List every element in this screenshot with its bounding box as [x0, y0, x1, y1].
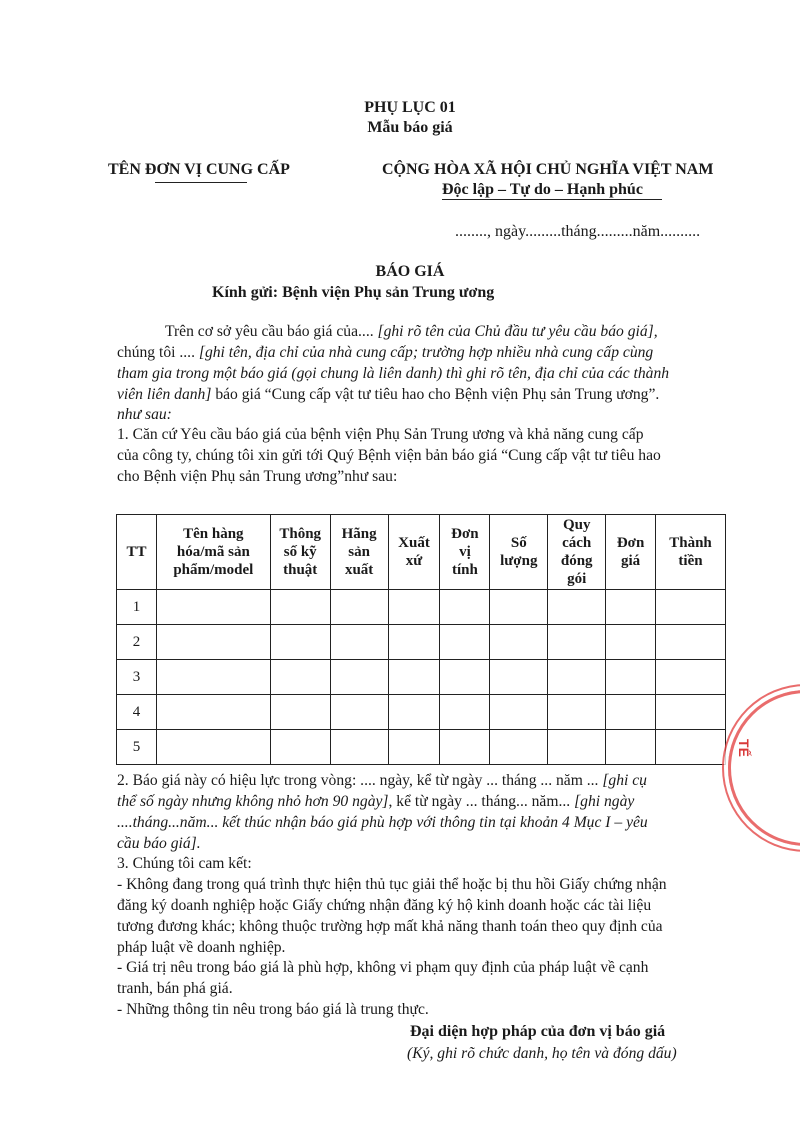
table-cell	[330, 695, 388, 730]
signature-title: Đại diện hợp pháp của đơn vị báo giá	[410, 1023, 666, 1040]
row-number: 5	[117, 730, 157, 765]
item2-line-2	[117, 791, 634, 812]
column-header-line: gói	[567, 571, 587, 587]
signature-note: (Ký, ghi rõ chức danh, họ tên và đóng dấu)	[407, 1045, 677, 1062]
column-header-line: cách	[562, 535, 592, 551]
column-header-line: tiền	[678, 553, 703, 569]
column-header-line: Hãng	[341, 526, 377, 542]
commitment-2-line-1: - Giá trị nêu trong báo giá là phù hợp, không vi phạm quy định của pháp luật về cạnh	[117, 959, 649, 976]
column-header	[388, 515, 440, 590]
table-cell	[388, 590, 440, 625]
table-cell	[606, 695, 656, 730]
table-cell	[548, 695, 606, 730]
intro-line-5: như sau:	[117, 406, 172, 423]
row-number: 3	[117, 660, 157, 695]
intro-line-3: tham gia trong một báo giá (gọi chung là liên danh) thì ghi rõ tên, địa chỉ của các thành	[117, 365, 670, 382]
stamp-text: TẾ	[735, 739, 752, 757]
item2-line-1	[117, 770, 647, 791]
table-cell	[656, 625, 726, 660]
intro-line-2	[117, 342, 653, 363]
red-stamp	[728, 690, 800, 846]
table-cell	[330, 590, 388, 625]
nation-name: CỘNG HÒA XÃ HỘI CHỦ NGHĨA VIỆT NAM	[382, 161, 714, 178]
quotation-table	[116, 514, 726, 765]
column-header	[330, 515, 388, 590]
intro-note: [ghi tên, địa chỉ của nhà cung cấp; trường hợp nhiều nhà cung cấp cùng	[198, 344, 654, 361]
table-cell	[490, 625, 548, 660]
column-header-line: Đơn	[451, 526, 479, 542]
column-header-line: Thông	[279, 526, 322, 542]
column-header-line: đóng	[560, 553, 593, 569]
table-cell	[156, 625, 270, 660]
column-header-line: Tên hàng	[183, 526, 244, 542]
date-line: ........, ngày.........tháng.........năm..........	[455, 223, 701, 240]
column-header-line: Xuất	[398, 535, 430, 551]
row-number: 2	[117, 625, 157, 660]
item2-note: thể số ngày nhưng không nhỏ hơn 90 ngày]	[117, 793, 389, 810]
column-header-line: Thành	[669, 535, 712, 551]
column-header	[606, 515, 656, 590]
row-number: 1	[117, 590, 157, 625]
column-header-line: số kỹ	[283, 544, 317, 560]
table-row	[117, 590, 726, 625]
table-cell	[656, 695, 726, 730]
table-cell	[270, 660, 330, 695]
motto-underline	[442, 199, 662, 200]
commitment-3: - Những thông tin nêu trong báo giá là trung thực.	[117, 1001, 429, 1018]
column-header-line: xứ	[405, 553, 423, 569]
commitment-2-line-2: tranh, bán phá giá.	[117, 980, 233, 997]
column-header	[117, 515, 157, 590]
table-cell	[156, 590, 270, 625]
table-cell	[606, 590, 656, 625]
item3-title: 3. Chúng tôi cam kết:	[117, 855, 252, 872]
table-cell	[270, 695, 330, 730]
intro-line-4	[117, 384, 659, 405]
table-cell	[490, 695, 548, 730]
table-cell	[656, 590, 726, 625]
recipient: Kính gửi: Bệnh viện Phụ sản Trung ương	[212, 284, 495, 301]
item2-line-4: cầu báo giá].	[117, 835, 201, 852]
table-cell	[490, 590, 548, 625]
column-header-line: tính	[451, 562, 478, 578]
intro-text: Trên cơ sở yêu cầu báo giá của....	[165, 323, 378, 340]
column-header-line: giá	[621, 553, 641, 569]
table-cell	[156, 660, 270, 695]
column-header-line: lượng	[500, 553, 538, 569]
column-header-line: xuất	[344, 562, 374, 578]
table-cell	[548, 590, 606, 625]
table-header-row	[117, 515, 726, 590]
column-header	[490, 515, 548, 590]
motto: Độc lập – Tự do – Hạnh phúc	[442, 181, 643, 198]
appendix-subtitle: Mẫu báo giá	[367, 119, 453, 136]
item2-note: [ghi ngày	[574, 793, 635, 810]
column-header-line: sản	[348, 544, 370, 560]
column-header-line: Quy	[562, 517, 591, 533]
intro-line-1	[165, 321, 658, 342]
column-header	[440, 515, 490, 590]
doc-title: BÁO GIÁ	[375, 263, 445, 280]
table-cell	[388, 625, 440, 660]
table-cell	[388, 730, 440, 765]
table-cell	[440, 625, 490, 660]
table-cell	[388, 695, 440, 730]
table-row	[117, 660, 726, 695]
table-cell	[548, 625, 606, 660]
table-cell	[656, 730, 726, 765]
column-header-line: TT	[126, 544, 147, 560]
item2-text: 2. Báo giá này có hiệu lực trong vòng: .... ngày, kể từ ngày ... tháng ... năm ...	[117, 772, 603, 789]
table-cell	[606, 625, 656, 660]
table-row	[117, 695, 726, 730]
table-cell	[490, 660, 548, 695]
commitment-1-line-1: - Không đang trong quá trình thực hiện thủ tục giải thể hoặc bị thu hồi Giấy chứng nhận	[117, 876, 667, 893]
intro-text: chúng tôi ....	[117, 344, 199, 361]
table-cell	[440, 730, 490, 765]
commitment-1-line-3: tương đương khác; không thuộc trường hợp mất khả năng thanh toán theo quy định của	[117, 918, 663, 935]
table-row	[117, 625, 726, 660]
table-cell	[548, 730, 606, 765]
item2-text: , kể từ ngày ... tháng... năm...	[388, 793, 575, 810]
column-header-line: Số	[510, 535, 527, 551]
column-header-line: Đơn	[616, 535, 645, 551]
intro-text: báo giá “Cung cấp vật tư tiêu hao cho Bệnh viện Phụ sản Trung ương”.	[211, 386, 660, 403]
commitment-1-line-2: đăng ký doanh nghiệp hoặc Giấy chứng nhận đăng ký hộ kinh doanh hoặc các tài liệu	[117, 897, 652, 914]
table-cell	[440, 590, 490, 625]
row-number: 4	[117, 695, 157, 730]
table-cell	[270, 625, 330, 660]
item1-line-3: cho Bệnh viện Phụ sản Trung ương”như sau:	[117, 468, 398, 485]
column-header-line: vị	[459, 544, 471, 560]
item2-line-3: ....tháng...năm... kết thúc nhận báo giá phù hợp với thông tin tại khoản 4 Mục I – yêu	[117, 814, 648, 831]
table-cell	[330, 660, 388, 695]
appendix-title: PHỤ LỤC 01	[364, 99, 456, 116]
table-cell	[156, 695, 270, 730]
table-cell	[440, 660, 490, 695]
item2-note: [ghi cụ	[602, 772, 647, 789]
column-header-line: phẩm/model	[173, 562, 254, 578]
item1-line-1: 1. Căn cứ Yêu cầu báo giá của bệnh viện Phụ Sản Trung ương và khả năng cung cấp	[117, 426, 644, 443]
table-cell	[606, 730, 656, 765]
table-cell	[440, 695, 490, 730]
table-cell	[330, 730, 388, 765]
table-cell	[270, 730, 330, 765]
column-header	[156, 515, 270, 590]
table-cell	[388, 660, 440, 695]
table-cell	[270, 590, 330, 625]
item1-line-2: của công ty, chúng tôi xin gửi tới Quý Bệnh viện bản báo giá “Cung cấp vật tư tiêu hao	[117, 447, 661, 464]
table-cell	[548, 660, 606, 695]
table-cell	[490, 730, 548, 765]
column-header	[656, 515, 726, 590]
intro-note: [ghi rõ tên của Chủ đầu tư yêu cầu báo giá],	[377, 323, 658, 340]
column-header	[548, 515, 606, 590]
column-header-line: hóa/mã sản	[176, 544, 250, 560]
table-cell	[330, 625, 388, 660]
column-header-line: thuật	[283, 562, 318, 578]
table-cell	[656, 660, 726, 695]
table-row	[117, 730, 726, 765]
supplier-unit-name: TÊN ĐƠN VỊ CUNG CẤP	[108, 161, 290, 178]
supplier-underline	[155, 182, 247, 183]
commitment-1-line-4: pháp luật về doanh nghiệp.	[117, 939, 286, 956]
intro-note: viên liên danh]	[117, 386, 212, 403]
column-header	[270, 515, 330, 590]
table-cell	[606, 660, 656, 695]
table-cell	[156, 730, 270, 765]
